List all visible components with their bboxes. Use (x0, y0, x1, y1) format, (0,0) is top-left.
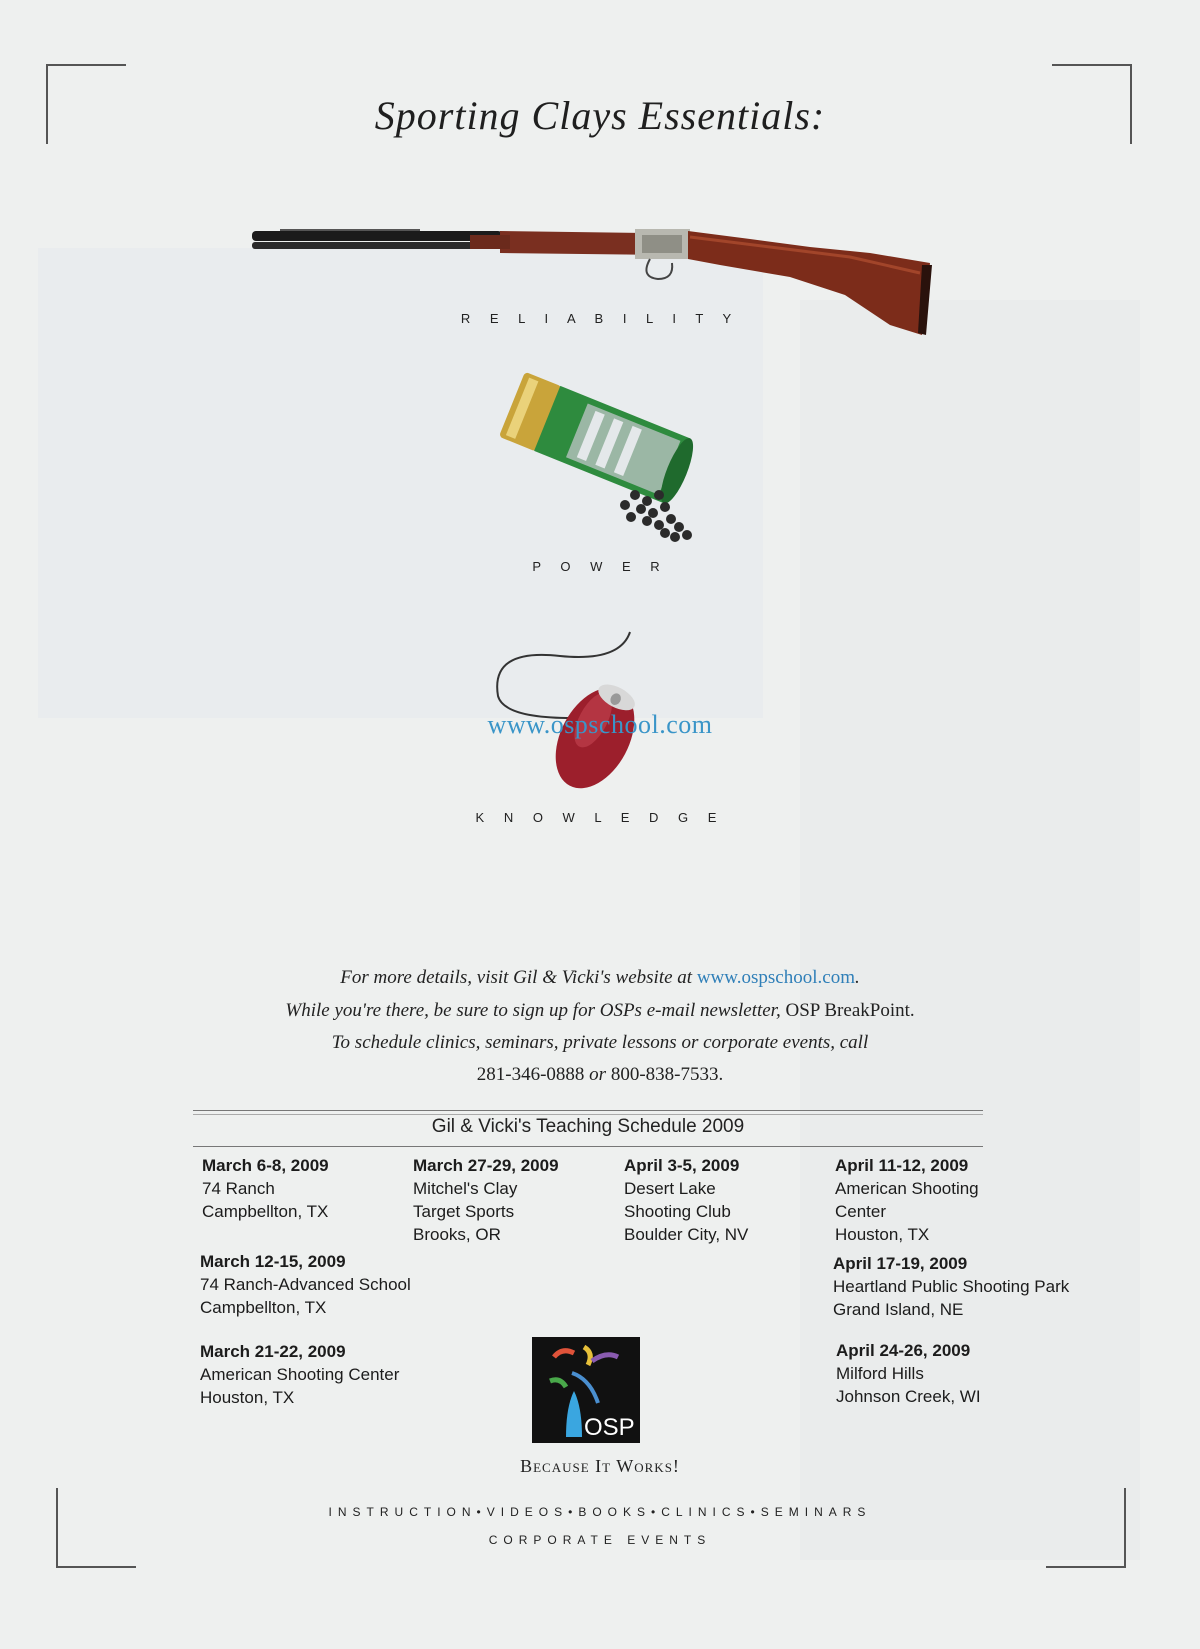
promo-line-1 (0, 967, 1200, 989)
event-line: Boulder City, NV (624, 1225, 749, 1244)
services-list: INSTRUCTION•VIDEOS•BOOKS•CLINICS•SEMINARS (328, 1505, 872, 1519)
service-item: CLINICS (661, 1505, 751, 1519)
event-line: Campbellton, TX (202, 1202, 329, 1221)
website-link[interactable]: www.ospschool.com (696, 967, 855, 988)
schedule-rule-bottom (193, 1146, 983, 1147)
event-line: Houston, TX (200, 1388, 295, 1407)
event-march-6-8 (202, 1154, 329, 1223)
event-date: April 24-26, 2009 (836, 1341, 971, 1360)
caption-reliability: R E L I A B I L I T Y (460, 311, 740, 326)
schedule-rule-top-2 (193, 1114, 983, 1115)
phone-number-1[interactable]: 281-346-0888 (476, 1064, 585, 1085)
service-item: BOOKS (578, 1505, 651, 1519)
event-line: 74 Ranch (202, 1179, 275, 1198)
osp-logo-text: OSP (584, 1414, 635, 1441)
services-line-2: CORPORATE EVENTS (488, 1533, 712, 1547)
event-line: American Shooting Center (200, 1365, 400, 1384)
event-march-12-15 (200, 1250, 411, 1319)
shotgun-image (250, 225, 940, 345)
caption-power: P O W E R (532, 559, 668, 574)
event-line: American Shooting (835, 1179, 979, 1198)
corner-mark-bottom-right (1046, 1488, 1126, 1568)
event-date: March 12-15, 2009 (200, 1252, 346, 1271)
event-line: Milford Hills (836, 1364, 924, 1383)
phone-number-2[interactable]: 800-838-7533. (610, 1064, 724, 1085)
promo-line-1-end: . (854, 967, 860, 988)
service-item: VIDEOS (486, 1505, 569, 1519)
event-date: April 11-12, 2009 (835, 1156, 969, 1175)
corner-mark-bottom-left (56, 1488, 136, 1568)
promo-line-2-text: While you're there, be sure to sign up for OSPs e-mail newsletter, (285, 1000, 781, 1021)
phone-or: or (589, 1064, 607, 1085)
event-line: Shooting Club (624, 1202, 731, 1221)
event-line: Houston, TX (835, 1225, 930, 1244)
event-date: March 21-22, 2009 (200, 1342, 346, 1361)
promo-line-1-text: For more details, visit Gil & Vicki's website at (340, 967, 693, 988)
caption-knowledge: K N O W L E D G E (475, 810, 725, 825)
promo-line-3: To schedule clinics, seminars, private lessons or corporate events, call (331, 1032, 869, 1053)
event-line: Grand Island, NE (833, 1300, 964, 1319)
event-april-3-5 (624, 1154, 748, 1246)
event-date: March 6-8, 2009 (202, 1156, 329, 1175)
osp-logo-mark-icon (532, 1337, 640, 1443)
event-line: Johnson Creek, WI (836, 1387, 981, 1406)
event-date: March 27-29, 2009 (413, 1156, 559, 1175)
osp-logo (532, 1337, 640, 1443)
event-line: 74 Ranch-Advanced School (200, 1275, 411, 1294)
tagline: Because It Works! (520, 1456, 680, 1476)
event-date: April 17-19, 2009 (833, 1254, 968, 1273)
event-line: Center (835, 1202, 887, 1221)
event-line: Brooks, OR (413, 1225, 501, 1244)
event-march-21-22 (200, 1340, 399, 1409)
event-date: April 3-5, 2009 (624, 1156, 740, 1175)
phone-numbers (0, 1064, 1200, 1086)
event-line: Desert Lake (624, 1179, 716, 1198)
event-april-11-12 (835, 1154, 979, 1246)
event-line: Campbellton, TX (200, 1298, 327, 1317)
service-item: INSTRUCTION (328, 1505, 477, 1519)
promo-line-2 (0, 1000, 1200, 1022)
event-line: Mitchel's Clay (413, 1179, 518, 1198)
event-april-17-19 (833, 1252, 1069, 1321)
event-april-24-26 (836, 1339, 981, 1408)
event-line: Target Sports (413, 1202, 515, 1221)
service-item: SEMINARS (760, 1505, 872, 1519)
event-line: Heartland Public Shooting Park (833, 1277, 1070, 1296)
schedule-rule-top (193, 1110, 983, 1111)
newsletter-name: OSP BreakPoint. (785, 1000, 915, 1021)
shotshell-image (475, 365, 735, 555)
schedule-title: Gil & Vicki's Teaching Schedule 2009 (431, 1116, 745, 1137)
headline: Sporting Clays Essentials: (374, 93, 826, 138)
event-march-27-29 (413, 1154, 559, 1246)
website-url-overlay[interactable]: www.ospschool.com (487, 710, 713, 739)
